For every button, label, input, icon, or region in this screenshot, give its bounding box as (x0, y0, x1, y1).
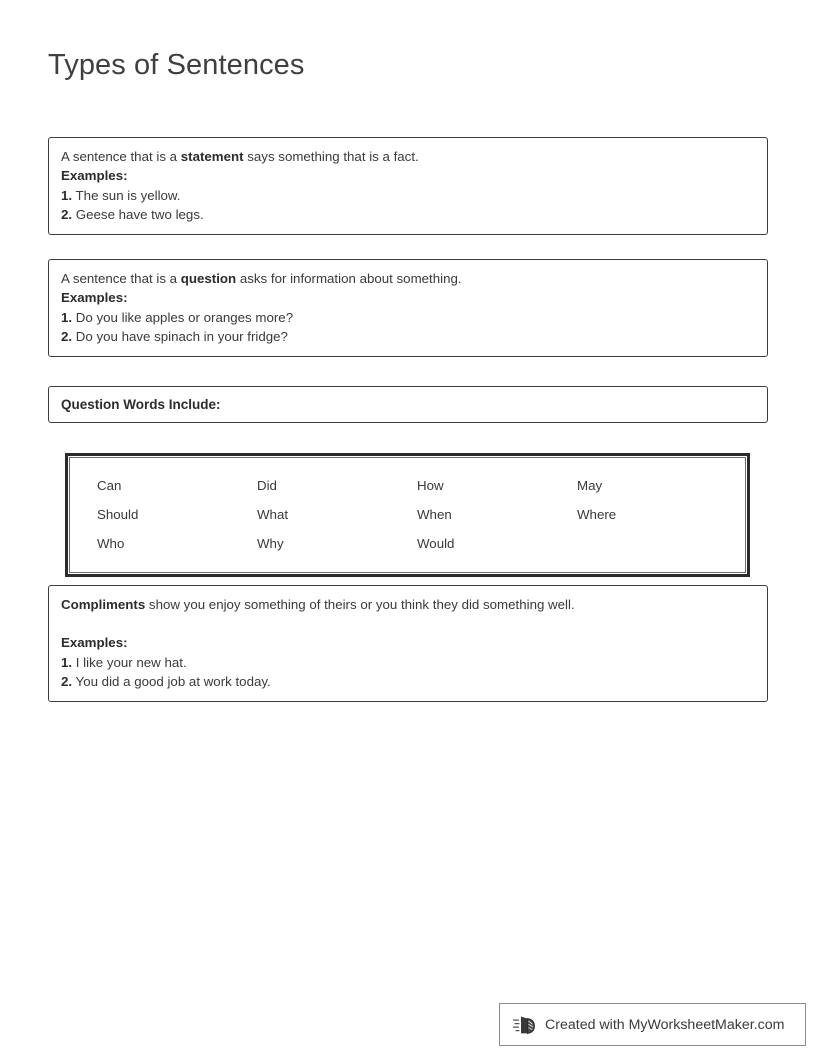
question-word-cell: Where (577, 506, 617, 522)
statement-intro-suffix: says something that is a fact. (243, 149, 419, 164)
page-title: Types of Sentences (48, 49, 305, 81)
question-words-row (70, 529, 745, 558)
statement-definition-panel (48, 137, 768, 235)
compliments-example-2-number: 2. (61, 673, 73, 689)
compliments-keyword: Compliments (61, 597, 146, 612)
question-word-cell: Should (97, 506, 139, 522)
compliments-definition-panel (48, 585, 768, 702)
question-definition-panel (48, 259, 768, 357)
compliments-example-2-text: You did a good job at work today. (72, 673, 271, 689)
question-words-row (70, 471, 745, 500)
compliments-example-1-text: I like your new hat. (72, 654, 187, 670)
compliments-example-1 (61, 653, 755, 672)
question-words-grid-inner (69, 457, 746, 573)
statement-example-2-number: 2. (61, 206, 73, 222)
question-word-cell: How (417, 477, 444, 493)
question-example-1-text: Do you like apples or oranges more? (72, 309, 294, 325)
statement-example-1-number: 1. (61, 187, 73, 203)
question-example-2 (61, 327, 755, 346)
question-example-1-number: 1. (61, 309, 73, 325)
question-word-cell: Would (417, 535, 455, 551)
statement-examples-label: Examples: (61, 168, 128, 184)
worksheet-maker-logo-icon (513, 1014, 537, 1036)
question-word-cell: What (257, 506, 289, 522)
question-word-cell: Did (257, 477, 277, 493)
created-with-label: Created with MyWorksheetMaker.com (545, 1016, 785, 1033)
question-intro-suffix: asks for information about something. (236, 271, 462, 286)
question-keyword: question (180, 271, 237, 286)
compliments-intro-suffix: show you enjoy something of theirs or you think they did something well. (145, 597, 575, 612)
question-word-cell-empty (550, 535, 710, 553)
question-example-2-number: 2. (61, 328, 73, 344)
question-words-heading: Question Words Include: (61, 397, 221, 412)
compliments-examples-label: Examples: (61, 635, 128, 651)
statement-examples-label-line (61, 166, 755, 185)
question-example-1 (61, 308, 755, 327)
question-intro-prefix: A sentence that is a (61, 271, 181, 286)
compliments-intro-line (61, 595, 755, 614)
question-word-cell: Can (97, 477, 122, 493)
question-intro-line (61, 269, 755, 288)
question-examples-label: Examples: (61, 290, 128, 306)
statement-example-2 (61, 205, 755, 224)
statement-intro-prefix: A sentence that is a (61, 149, 181, 164)
compliments-example-2 (61, 672, 755, 691)
compliments-blank-line (61, 614, 755, 633)
question-words-grid (65, 453, 750, 577)
question-words-row (70, 500, 745, 529)
statement-example-1-text: The sun is yellow. (72, 187, 181, 203)
question-word-cell: May (577, 477, 603, 493)
question-example-2-text: Do you have spinach in your fridge? (72, 328, 288, 344)
question-word-cell: When (417, 506, 452, 522)
question-words-heading-panel (48, 386, 768, 423)
question-examples-label-line (61, 288, 755, 307)
question-word-cell: Why (257, 535, 284, 551)
statement-keyword: statement (180, 149, 244, 164)
statement-example-1 (61, 186, 755, 205)
question-word-cell: Who (97, 535, 125, 551)
statement-example-2-text: Geese have two legs. (72, 206, 204, 222)
created-with-badge[interactable] (499, 1003, 806, 1046)
compliments-example-1-number: 1. (61, 654, 73, 670)
statement-intro-line (61, 147, 755, 166)
compliments-examples-label-line (61, 633, 755, 652)
